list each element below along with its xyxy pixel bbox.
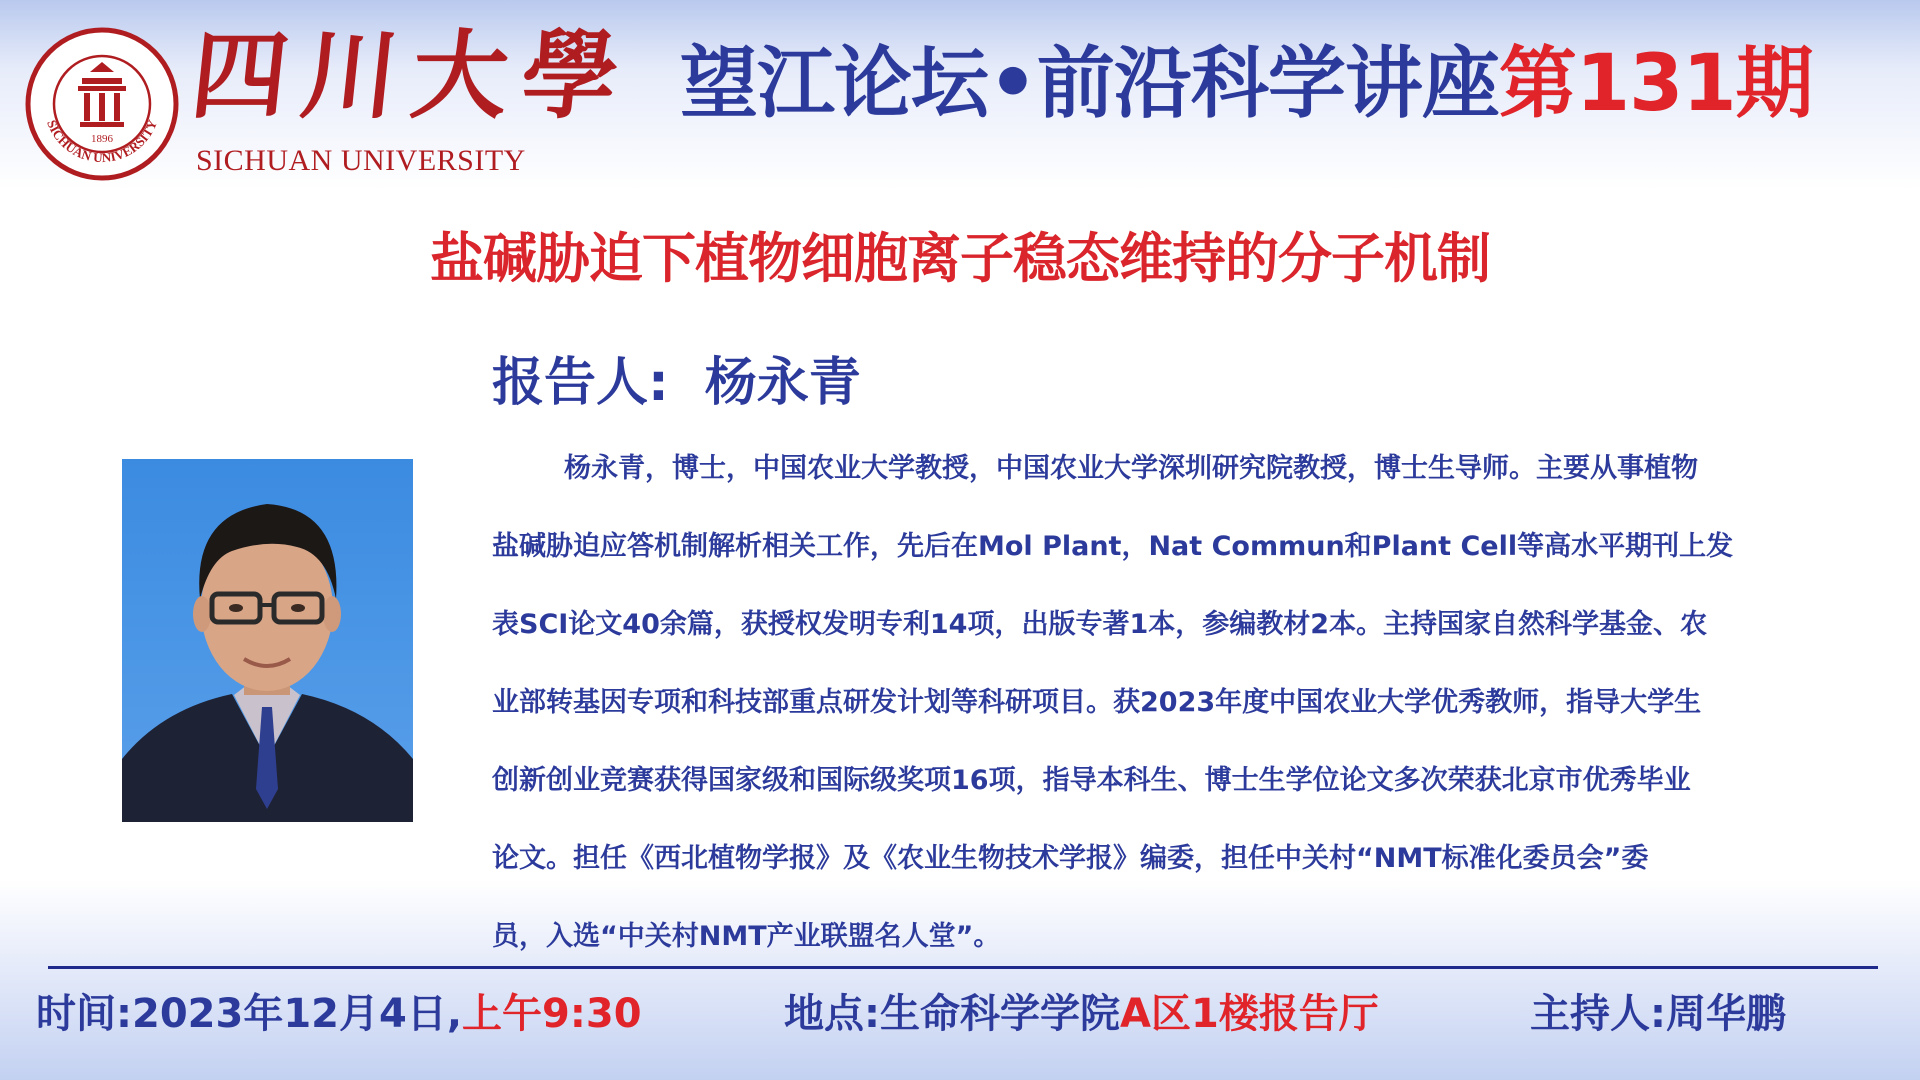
- bio-line: 盐碱胁迫应答机制解析相关工作，先后在Mol Plant，Nat Commun和Plant Cell等高水平期刊上发: [492, 531, 1734, 562]
- host-info: [1530, 984, 1786, 1044]
- time-label: 时间:: [36, 991, 132, 1037]
- bio-line: 论文。担任《西北植物学报》及《农业生物技术学报》编委，担任中关村“NMT标准化委员会”委: [492, 843, 1649, 874]
- speaker-photo: [122, 459, 413, 822]
- bio-line: 员，入选“中关村NMT产业联盟名人堂”。: [492, 921, 1001, 952]
- time-clock: 上午9:30: [462, 991, 642, 1037]
- forum-issue-number: 第131期: [1498, 39, 1813, 129]
- university-name-english: SICHUAN UNIVERSITY: [196, 144, 526, 177]
- speaker-label: 报告人:: [492, 353, 669, 413]
- seal-arc-text: SICHUAN UNIVERSITY: [44, 117, 161, 166]
- bio-line: 创新创业竞赛获得国家级和国际级奖项16项，指导本科生、博士生学位论文多次荣获北京市优秀毕业: [492, 765, 1691, 796]
- place-info: [784, 984, 1379, 1044]
- speaker-biography: [492, 430, 1830, 976]
- university-wordmark: [186, 18, 638, 188]
- place-label: 地点:: [784, 991, 880, 1037]
- bio-line: 杨永青，博士，中国农业大学教授，中国农业大学深圳研究院教授，博士生导师。主要从事植物: [564, 453, 1698, 484]
- host-label: 主持人:: [1530, 991, 1666, 1037]
- time-date: 2023年12月4日,: [132, 991, 463, 1037]
- speaker-heading: [492, 340, 861, 415]
- seal-year: 1896: [91, 133, 113, 145]
- event-info-footer: [36, 984, 1896, 1044]
- talk-title: 盐碱胁迫下植物细胞离子稳态维持的分子机制: [430, 227, 1490, 290]
- forum-title: [680, 34, 1813, 134]
- speaker-name: 杨永青: [704, 353, 861, 413]
- time-info: [36, 984, 642, 1044]
- university-name-chinese: 四川大學: [186, 19, 638, 132]
- place-room: A区1楼报告厅: [1120, 991, 1379, 1037]
- bio-line: 表SCI论文40余篇，获授权发明专利14项，出版专著1本，参编教材2本。主持国家自然科学基金、农: [492, 609, 1708, 640]
- bio-line: 业部转基因专项和科技部重点研发计划等科研项目。获2023年度中国农业大学优秀教师，指导大学生: [492, 687, 1702, 718]
- sichuan-university-seal-logo: [24, 26, 180, 182]
- forum-series-name: 望江论坛•前沿科学讲座: [680, 39, 1499, 129]
- footer-divider: [48, 966, 1878, 969]
- host-name: 周华鹏: [1666, 991, 1786, 1037]
- place-building: 生命科学学院: [880, 991, 1120, 1037]
